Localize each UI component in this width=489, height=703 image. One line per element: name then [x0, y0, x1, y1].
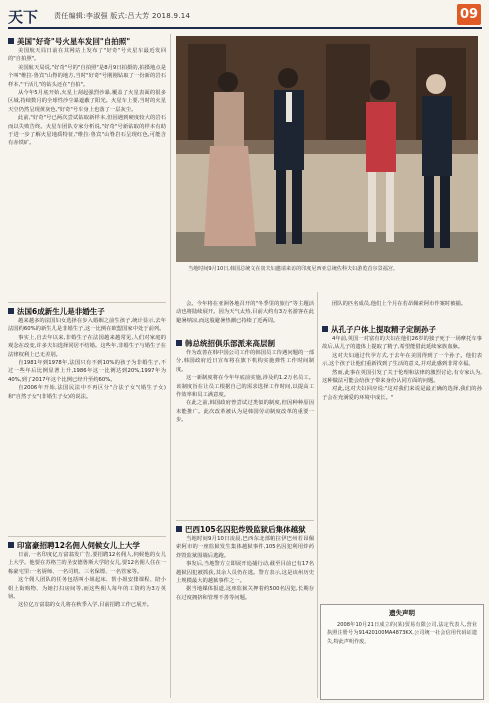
- article-paragraph: 自2006年开始,法国民法中不再区分"合法子女"(婚生子女)和"自然子女"(非婚生子女)的说法。: [8, 385, 166, 400]
- bullet-square-icon: [176, 340, 182, 346]
- vertical-divider: [170, 34, 171, 698]
- vertical-divider: [317, 292, 318, 698]
- news-photo: [176, 36, 478, 262]
- bullet-square-icon: [8, 308, 14, 314]
- article-paragraph: 4年前,英国一对富有的夫妇在他们26岁的独子死于一场摩托车事故后,从儿子的遗体上提取了精子,希望能借此延续家族血脉。: [322, 336, 482, 351]
- article-france-births: [8, 306, 166, 401]
- bullet-square-icon: [176, 526, 182, 532]
- article-headline: 韩总统招俱乐部派来高层制: [176, 338, 314, 349]
- page-header: [8, 4, 463, 26]
- article-india-servants: [8, 540, 166, 610]
- article-mars-rover: [8, 36, 166, 148]
- article-continuation: [322, 300, 482, 308]
- article-paragraph: 这一新制度将在今年年底前实施,涉及约1.2万名员工。该制度旨在让员工根据自己的需求选择工作时间,以提高工作效率和员工满意度。: [176, 375, 314, 399]
- article-paragraph: 此前,"好奇"号已两次尝试钻取新样本,但因遇到硬度较大的岩石而以失败告终。火星车团队专家分析说,"好奇"号新钻取的样本有助于进一步了解火星地质特征,"维拉·鲁宾"山脊岩石呈现红色,可能含有赤铁矿。: [8, 115, 166, 147]
- article-brazil-jailbreak: [176, 524, 314, 602]
- article-paragraph: 事发后,当地警方立即展开追捕行动,截至目前已有17名越狱囚犯被抓获,其余人员仍在逃。警方表示,这是该州历史上规模最大的越狱事件之一。: [176, 561, 314, 585]
- article-paragraph: 然而,此事在英国引发了关于伦理和法律的激烈讨论,有专家认为,这种做法可能会给孩子带来身份认同方面的问题。: [322, 369, 482, 385]
- article-headline: 美国"好奇"号火星车发回"自拍照": [8, 36, 166, 47]
- article-paragraph: 事实上,自去年以来,非婚生子在法国越来越常见,人们对家庭的观念在改变,许多夫妇选择同居不结婚。这些年,非婚生子与婚生子在法律权利上已无差别。: [8, 334, 166, 358]
- column-divider: [8, 302, 166, 303]
- article-headline: 法国6成新生儿是非婚生子: [8, 306, 166, 317]
- column-divider: [176, 520, 314, 521]
- article-headline: 印富豪招聘12名佣人伺候女儿上大学: [8, 540, 166, 551]
- notice-body: 2008年10月21日成立的(某)贸易有限公司,法定代表人,营业执照注册号为91420100MA4873KX,公司统一社会信用代码证遗失,特此声明作废。: [327, 622, 477, 645]
- leaders-walking-photo: [176, 36, 478, 262]
- bullet-square-icon: [8, 38, 14, 44]
- bullet-square-icon: [322, 326, 328, 332]
- article-headline: 从孔子户体上提取精子定制孙子: [322, 324, 482, 335]
- lost-notice-box: [320, 604, 484, 700]
- notice-title: 遗失声明: [389, 609, 415, 617]
- article-paragraph: 在此之前,韩国政府曾尝试过类似的制度,但因种种原因未能推广。此次改革被认为是韩国劳动制度改革的重要一步。: [176, 400, 314, 424]
- article-paragraph: 越来越多的法国妇女选择在步入婚姻之前生孩子,统计显示,去年法国约60%的新生儿是非婚生子,这一比例在欧盟国家中处于前列。: [8, 318, 166, 333]
- photo-caption: 当地时间9月10日,韩国总统文在寅夫妇邀请来访的印度尼西亚总统佐科夫妇游览首尔景福宫。: [188, 266, 399, 272]
- header-rule: [8, 27, 482, 29]
- article-paragraph: 美国航天局说,"好奇"号的"自拍照"是8月9日拍摄的,拍摄地点是个叫"维拉·鲁宾"山脊的地方,当时"好奇"号刚刚钻取了一份新的岩石样本,"干活儿"的钻头还在"自拍"。: [8, 64, 166, 88]
- article-paragraph: 这对夫妇通过代孕方式,于去年在美国得到了一个孙子。他们表示,这个孩子让他们重新找到了生活的意义,并对此感到非常幸福。: [322, 352, 482, 368]
- section-title: 天下: [8, 8, 39, 26]
- article-paragraph: 日前,一名印度亿万富翁发广告,要招聘12名佣人,伺候他的女儿上大学。他要在苏格兰的圣安德鲁斯大学陪女儿,要12名佣人住在一栋豪宅里:一名厨师、一名司机、三名保镖、一名管家等。: [8, 552, 166, 575]
- column-divider: [8, 536, 166, 537]
- article-paragraph: 会。今年将在亚洲各地召开的"冬季里的旅行"等主题活动也将陆续展开。因为天气太热,目前大约有3万名游客在此避暑纳凉,而这股避暑热潮已持续了近两周。: [176, 301, 314, 324]
- article-uk-sperm: [322, 324, 482, 402]
- article-paragraph: 这位亿万富翁的女儿将在秋季入学,目前招聘工作已展开。: [18, 602, 153, 609]
- article-korea-work: [176, 338, 314, 425]
- article-paragraph: 作为改善在韩中国公司工作的韩国员工待遇问题的一部分,韩国政府近日宣布将在旗下机构实施弹性工作时间制度。: [176, 350, 314, 373]
- page-number-badge: 09: [457, 4, 481, 25]
- article-paragraph: 美国航天局日前在其网站上发布了"好奇"号火星车最近发回的"自拍照"。: [8, 48, 166, 63]
- editor-meta: 责任编辑:李淑强 版式:吕大芳 2018.9.14: [54, 12, 191, 20]
- article-paragraph: 对此,这对夫妇回应说:"这对我们来说是最正确的选择,我们的孙子会在充满爱的环境中成长。": [322, 386, 482, 401]
- article-paragraph: 这个佣人团队的任务包括叫小姐起床、帮小姐安排课程、陪小姐上街购物、为她打扫房间等,而这些佣人每年的工资约为3万英镑。: [8, 577, 166, 601]
- bullet-square-icon: [8, 542, 14, 548]
- article-paragraph: 从今年5月底开始,火星上刮起强烈沙暴,覆盖了火星表面的很多区域,持续数月的全球性沙尘暴遮蔽了阳光。火星车上要,当时的火星天空仍然呈现黄灰色,"好奇"号车身上也落了一层灰尘。: [8, 90, 166, 113]
- article-paragraph: 自1981年到1978年,法国只有不到10%的孩子为非婚生子,不过一些年后比例显著上升,1986年这一比例达到20%,1997年为40%,到了2017年这个比例已经升至约60%。: [8, 360, 166, 383]
- article-continuation: [176, 300, 314, 325]
- article-paragraph: 当地时间9月10日凌晨,巴西东北部帕拉伊巴州若昂佩索阿市的一座监狱发生集体越狱事件,105名囚犯利用炸药炸毁监狱围墙后逃跑。: [176, 536, 314, 559]
- article-paragraph: 团队的匹名成员,他们上个月在若昂佩索阿市作案时被捕。: [332, 301, 467, 307]
- article-headline: 巴西105名囚犯炸毁监狱后集体越狱: [176, 524, 314, 535]
- article-paragraph: 据当地媒体报道,这座监狱关押着约500名囚犯,长期存在过度拥挤和管理不善等问题。: [176, 586, 314, 601]
